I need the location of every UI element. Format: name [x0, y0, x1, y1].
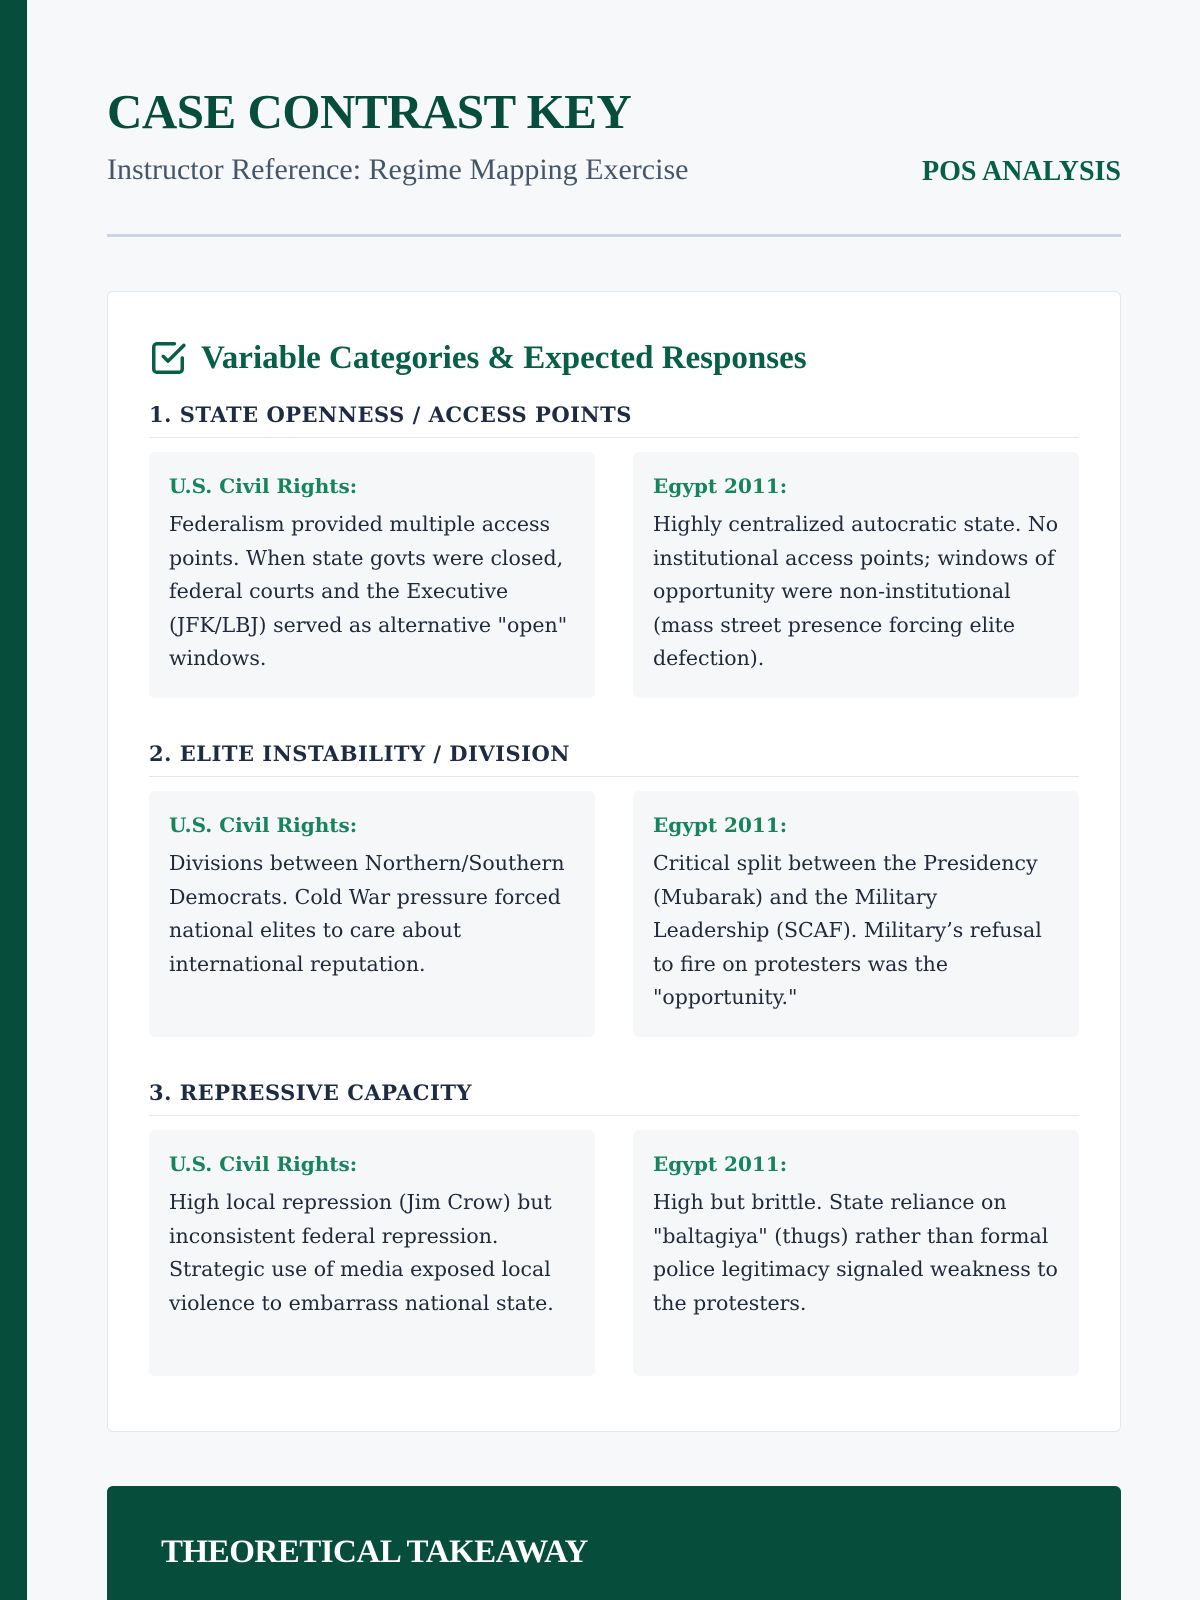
page [107, 0, 1121, 1570]
page-subtitle: Instructor Reference: Regime Mapping Exercise [107, 153, 689, 186]
egypt-2011-box [633, 1130, 1079, 1376]
case-text: Federalism provided multiple access points. When state govts were closed, federal courts and the Executive (JFK/LBJ) served as alternative "open" windows. [169, 512, 568, 670]
case-text: High local repression (Jim Crow) but inconsistent federal repression. Strategic use of media exposed local violence to embarrass national state. [169, 1190, 554, 1315]
takeaway-title: THEORETICAL TAKEAWAY [161, 1534, 588, 1570]
case-text: High but brittle. State reliance on "baltagiya" (thugs) rather than formal police legitimacy signaled weakness to the protesters. [653, 1190, 1058, 1315]
variable-categories-card [107, 291, 1121, 1432]
section-elite-instability [149, 741, 1079, 1037]
case-label: Egypt 2011: [653, 1152, 788, 1176]
section-title: 1. STATE OPENNESS / ACCESS POINTS [149, 402, 1079, 438]
left-accent-bar [0, 0, 27, 1600]
case-label: U.S. Civil Rights: [169, 1152, 358, 1176]
case-label: Egypt 2011: [653, 474, 788, 498]
page-header [107, 0, 1121, 237]
card-header [149, 328, 1079, 388]
header-tag: POS ANALYSIS [922, 156, 1121, 187]
case-text: Divisions between Northern/Southern Democrats. Cold War pressure forced national elites to care about international reputation. [169, 851, 565, 976]
us-civil-rights-box [149, 791, 595, 1037]
section-title: 2. ELITE INSTABILITY / DIVISION [149, 741, 1079, 777]
section-repressive-capacity [149, 1080, 1079, 1376]
section-state-openness [149, 402, 1079, 698]
us-civil-rights-box [149, 1130, 595, 1376]
card-title: Variable Categories & Expected Responses [201, 339, 807, 376]
case-label: Egypt 2011: [653, 813, 788, 837]
case-text: Highly centralized autocratic state. No institutional access points; windows of opportunity were non-institutional (mass street presence forcing elite defection). [653, 512, 1059, 670]
checkbox-icon [149, 339, 187, 377]
case-label: U.S. Civil Rights: [169, 474, 358, 498]
page-title: CASE CONTRAST KEY [107, 84, 632, 139]
case-text: Critical split between the Presidency (Mubarak) and the Military Leadership (SCAF). Military’s refusal to fire on protesters was the "opportunity." [653, 851, 1042, 1009]
egypt-2011-box [633, 452, 1079, 698]
us-civil-rights-box [149, 452, 595, 698]
egypt-2011-box [633, 791, 1079, 1037]
section-title: 3. REPRESSIVE CAPACITY [149, 1080, 1079, 1116]
theoretical-takeaway-panel [107, 1486, 1121, 1600]
case-label: U.S. Civil Rights: [169, 813, 358, 837]
